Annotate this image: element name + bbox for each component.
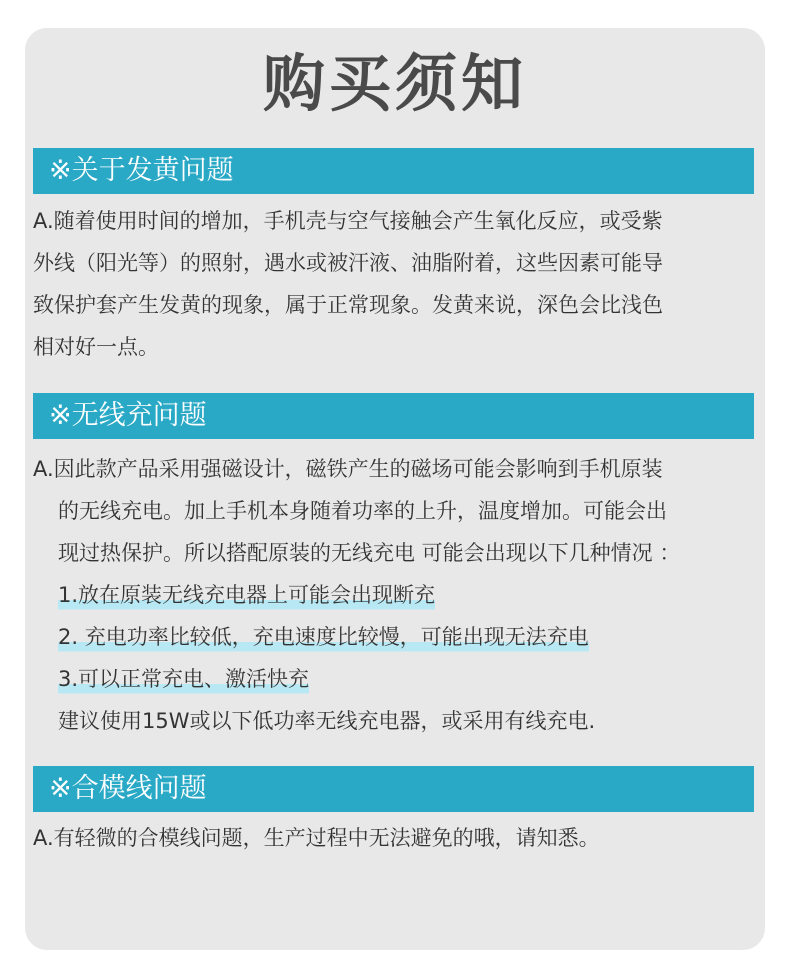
text-line: 建议使用15W或以下低功率无线充电器，或采用有线充电. xyxy=(58,709,596,733)
text-line: 现过热保护。所以搭配原装的无线充电 可能会出现以下几种情况 ： xyxy=(58,541,681,565)
text-line: A.有轻微的合模线问题，生产过程中无法避免的哦，请知悉。 xyxy=(33,826,600,850)
page-title: 购买须知 xyxy=(262,47,527,120)
list-item-3 xyxy=(33,658,763,700)
section-heading-yellowing: ※关于发黄问题 xyxy=(33,148,754,194)
highlighted-text: 1.放在原装无线充电器上可能会出现断充 xyxy=(58,580,435,612)
section-body-yellowing xyxy=(33,200,763,368)
list-item-2 xyxy=(33,616,763,658)
text-line: 外线（阳光等）的照射，遇水或被汗液、油脂附着，这些因素可能导 xyxy=(33,251,663,275)
text-line: A.随着使用时间的增加，手机壳与空气接触会产生氧化反应，或受紫 xyxy=(33,209,663,233)
text-line: 致保护套产生发黄的现象，属于正常现象。发黄来说，深色会比浅色 xyxy=(33,293,663,317)
section-body-mold-line xyxy=(33,817,763,859)
text-line: A.因此款产品采用强磁设计，磁铁产生的磁场可能会影响到手机原装 xyxy=(33,457,663,481)
highlighted-text: 2. 充电功率比较低，充电速度比较慢，可能出现无法充电 xyxy=(58,622,589,654)
text-line: 的无线充电。加上手机本身随着功率的上升，温度增加。可能会出 xyxy=(58,499,667,523)
section-heading-mold-line: ※合模线问题 xyxy=(33,766,754,812)
section-heading-wireless-charging: ※无线充问题 xyxy=(33,393,754,439)
list-item-1 xyxy=(33,574,763,616)
text-line: 相对好一点。 xyxy=(33,335,159,359)
section-body-wireless-charging xyxy=(33,448,763,742)
highlighted-text: 3.可以正常充电、激活快充 xyxy=(58,664,309,696)
